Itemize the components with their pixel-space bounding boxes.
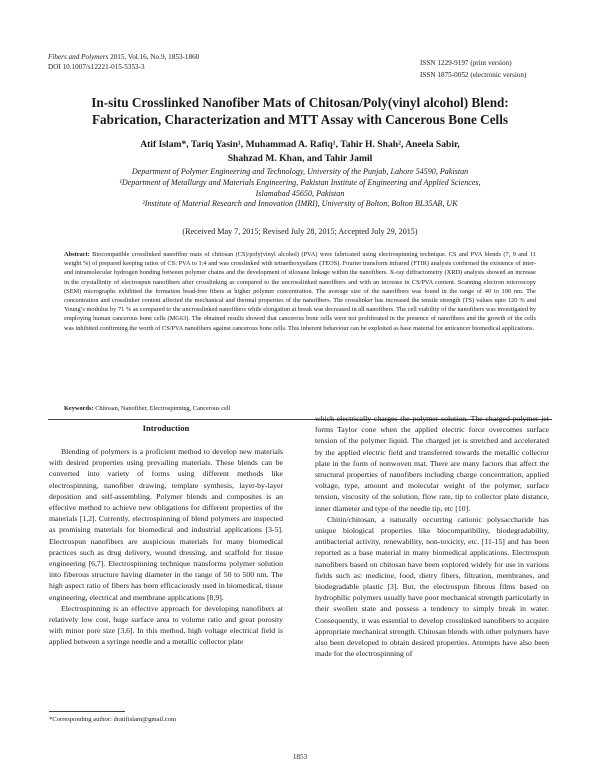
paragraph: Electrospinning is an effective approach for developing nanofibers at relatively low cost, huge surface area to volume ratio and great porosity with minor pore size [3,6]. In this method, high voltage electrical field is applied between a syringe needle and a metallic collector plate	[49, 603, 283, 647]
column-left	[49, 421, 283, 648]
affiliation-1: ¹Department of Metallurgy and Materials Engineering, Pakistan Institute of Engineering and Applied Sciences,	[119, 177, 481, 187]
issn-electronic: ISSN 1875-0052 (electronic version)	[420, 71, 527, 79]
keywords	[64, 404, 536, 413]
affiliation-0: Department of Polymer Engineering and Technology, University of the Punjab, Lahore 54590, Pakistan	[131, 167, 469, 176]
journal-name: Fibers and Polymers	[48, 53, 109, 61]
abstract-text: Biocompatible crosslinked nanofiber mats of chitosan (CS)/poly(vinyl alcohol) (PVA) were fabricated using electrospinning technique. CS and PVA blends (7, 9 and 11 weight %) of prepared keeping ratios of CS: PVA to 1:4 and was crosslinked with tetraethoxysilane (TEOS). Fourier transform infrared (FTIR) analysis confirmed the existence of inter- and intramolecular hydrogen bonding between polymer chains and the development of siloxane linkage within the nanofibers. X-ray diffractometry (XRD) analysis showed an increase in the crystallinity of electrospun nanofibers after crosslinking as compared to the uncrosslinked nanofibers and with an increase in CS/PVA content. Scanning electron microscopy (SEM) micrographs exhibited the formation bead-free fibers at higher polymer concentration. The average size of the nanofibers was found in the range of 40 to 100 nm. The concentration and crosslinker content affected the mechanical and thermal properties of the nanofibers. The crosslinker has increased the tensile strength (TS) values upto 120 % and Young’s modulus by 71 % as compared to the uncrosslinked nanofibers while elongation at break was decreased in all nanofibers. The cell viability of the nanofibers was investigated by employing human cancerous bone cells (MG63). The obtained results showed that cancerous bone cells were not proliferated in the presence of nanofibers and the growth of the cells was inhibited confirming the worth of CS/PVA nanofibers against cancerous bone cells. This inherent behaviour can be exploited as base material for anticancer biomedical applications.	[64, 251, 536, 332]
title-line-2: Fabrication, Characterization and MTT Assay with Cancerous Bone Cells	[91, 111, 509, 127]
corresponding-author-footnote: *Corresponding author: dratifislam@gmail.com	[49, 716, 177, 723]
keywords-label: Keywords:	[64, 405, 94, 412]
section-heading-introduction: Introduction	[142, 423, 190, 433]
affiliation-1-city: Islamabad 45650, Pakistan	[255, 188, 345, 198]
journal-citation: 2015, Vol.16, No.9, 1853-1860	[108, 53, 200, 61]
paper-title	[40, 95, 560, 128]
paragraph: Chitin/chitosan, a naturally occurring cationic polysaccharide has unique biological properties like biocompatibility, biodegradability, antibacterial activity, renewability, non-toxicity, etc. [11-15] and has been reported as a base material in many biomedical applications. Electrospun nanofibers based on chitosan have been explored widely for use in various fields such as: medicine, food, dietry fibers, filtration, membranes, and biodegradable plastic [3]. But, the electrospun fibrous films based on hydrophilic polymers usually have poor mechanical strength particularly in their swollen state and possess a tendency to simply break in water. Consequently, it was essential to develop crosslinked nanofibers to acquire appropriate mechanical strength. Chitosan blends with other polymers have also been developed to obtain desired properties. Attempts have also been made for the electrospinning of	[315, 514, 549, 659]
author-list	[40, 138, 560, 165]
doi: DOI 10.1007/s12221-015-5353-3	[48, 63, 145, 71]
title-line-1: In-situ Crosslinked Nanofiber Mats of Chitosan/Poly(vinyl alcohol) Blend:	[91, 95, 509, 110]
issn-block	[420, 57, 526, 81]
paragraph: which electrically charges the polymer solution. The charged polymer jet forms Taylor cone when the applied electric force overcomes surface tension of the polymer liquid. The charged jet is stretched and accelerated by the applied electric field and transferred towards the metallic collector plate in the form of nonwoven mat. There are many factors that affect the structural properties of nanofibers including charge concentration, applied voltage, type, amount and molecular weight of the polymer, surface tension, viscosity of the solution, flow rate, tip to collector plate distance, inner diameter and type of the needle tip, etc [10].	[315, 414, 549, 513]
paragraph: Blending of polymers is a proficient method to develop new materials with desired properties using prevailing materials. These blends can be converted into variety of forms using different methods like electrospinning, nanofiber drawing, template synthesis, layer-by-layer deposition and self-assembling. Polymer blends and composites is an effective method to achieve new obligations for different properties of the materials [1,2]. Currently, electrospinning of blend polymers are inspected as promising materials for biomedical and industrial applications [3-5]. Electrospun nanofibers are auspicious materials for many biomedical practices such as drug delivery, wound dressing, and scaffold for tissue engineering [6,7]. Electrospinning technique transforms polymer solution into fiberous structure having diameter in the range of 50 to 500 nm. The high aspect ratio of fibers has been efficaciously used in biomedical, tissue engineering, electrical and membrane applications [8,9].	[49, 447, 283, 602]
abstract	[64, 250, 536, 333]
abstract-label: Abstract:	[64, 251, 90, 258]
authors-line-2: Shahzad M. Khan, and Tahir Jamil	[227, 152, 373, 164]
authors-line-1: Atif Islam*, Tariq Yasin¹, Muhammad A. Rafiq¹, Tahir H. Shah², Aneela Sabir,	[140, 139, 460, 150]
keywords-text: Chitosan, Nanofiber, Electrospinning, Cancerous cell	[93, 405, 231, 412]
affiliations	[40, 167, 560, 210]
page-number: 1853	[292, 753, 308, 761]
journal-header	[48, 52, 199, 72]
footnote-divider	[49, 711, 125, 712]
received-dates: (Received May 7, 2015; Revised July 28, 2015; Accepted July 29, 2015)	[182, 227, 418, 236]
column-right	[315, 413, 549, 659]
affiliation-2: ²Institute of Material Research and Innovation (IMRI), University of Bolton, Bolton BL35AB, UK	[142, 199, 458, 209]
issn-print: ISSN 1229-9197 (print version)	[420, 59, 512, 67]
